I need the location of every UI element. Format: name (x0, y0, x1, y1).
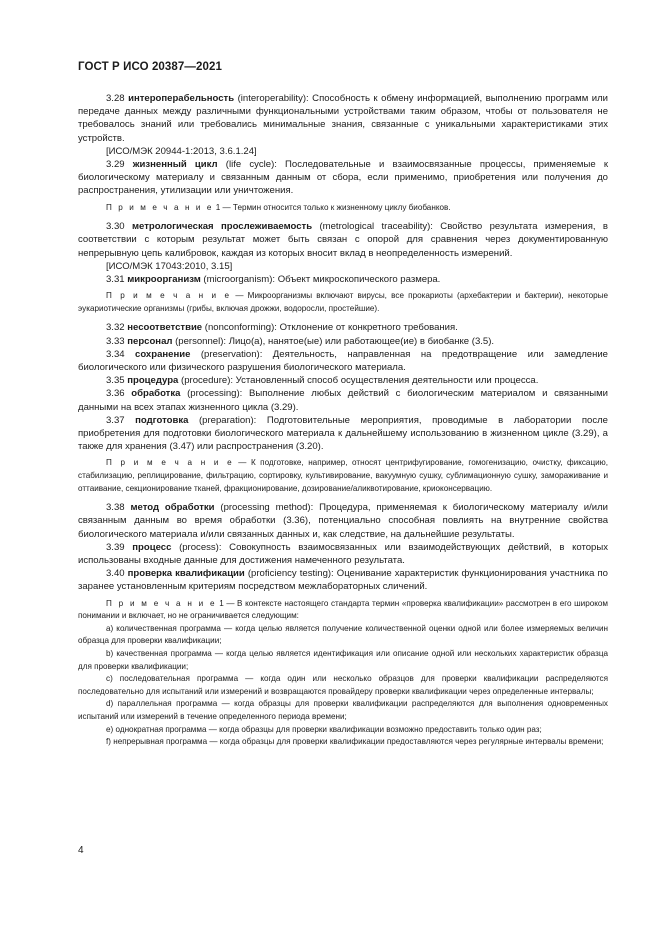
entry-term: метод обработки (130, 502, 215, 514)
entry-3-31 (78, 273, 608, 286)
note-3-29 (78, 202, 608, 215)
entry-term: несоответствие (127, 322, 203, 334)
standard-title: ГОСТ Р ИСО 20387—2021 (78, 61, 223, 73)
entry-3-28 (78, 92, 608, 145)
entry-3-29 (78, 158, 608, 198)
page-number: 4 (78, 845, 84, 856)
document-body (78, 92, 608, 749)
entry-term: процедура (127, 375, 179, 387)
entry-term: проверка квалификации (127, 568, 245, 580)
entry-term: подготовка (135, 414, 189, 426)
entry-number: 3.31 (106, 274, 125, 286)
entry-definition: (preparation): Подготовительные мероприятия, проводимые в лаборатории после приобретения для подготовки биологического материала к дальнейшему использованию в жизненном цикле (3.29), а также для хранения (3.47) или распространения (3.20). (78, 414, 608, 453)
entry-definition: (proficiency testing): Оценивание характеристик функционирования участника по заранее установленным критериям посредством межлабораторных сличений. (78, 568, 608, 593)
note-text: 1 — Термин относится только к жизненному циклу биобанков. (213, 202, 451, 212)
entry-3-34 (78, 348, 608, 374)
entry-term: сохранение (135, 348, 191, 360)
entry-3-33 (78, 335, 608, 348)
entry-number: 3.32 (106, 322, 125, 334)
entry-3-35 (78, 374, 608, 387)
note-3-37 (78, 457, 608, 495)
entry-term: процесс (132, 541, 172, 553)
note-text: — Микроорганизмы включают вирусы, все прокариоты (архебактерии и бактерии), некоторые эукариотические организмы (грибы, включая дрожжи, водоросли, простейшие). (78, 291, 608, 313)
entry-number: 3.34 (106, 348, 125, 360)
entry-source-ref: [ИСО/МЭК 17043:2010, 3.15] (106, 260, 233, 272)
note-label: П р и м е ч а н и е (106, 458, 234, 468)
entry-3-30 (78, 220, 608, 260)
note-label: П р и м е ч а н и е (106, 291, 232, 301)
note-label: П р и м е ч а н и е (106, 598, 217, 608)
entry-definition: (nonconforming): Отклонение от конкретного требования. (202, 322, 458, 334)
entry-number: 3.37 (106, 414, 125, 426)
entry-3-36 (78, 387, 608, 413)
entry-number: 3.29 (106, 159, 125, 171)
entry-term: микроорганизм (127, 274, 201, 286)
note-3-31 (78, 290, 608, 315)
entry-number: 3.40 (106, 568, 125, 580)
entry-definition: (process): Совокупность взаимосвязанных или взаимодействующих действий, в которых использованы входные данные для достижения намеченного результата. (78, 541, 609, 567)
entry-3-40 (78, 567, 608, 593)
entry-term: персонал (127, 335, 173, 347)
entry-3-37 (78, 414, 608, 454)
list-item: f) непрерывная программа — когда образцы для проверки квалификации предоставляются через регулярные интервалы времени; (106, 737, 604, 747)
note-text: 1 — В контексте настоящего стандарта термин «проверка квалификации» рассмотрен в его широком понимании и включает, но не ограничивается следующим: (78, 598, 608, 621)
list-item: b) качественная программа — когда целью является идентификация или описание одной или нескольких характеристик образца для проверки квалификации; (78, 649, 608, 671)
entry-term: интероперабельность (128, 93, 235, 104)
entry-term: обработка (131, 388, 181, 400)
entry-number: 3.36 (106, 388, 125, 400)
entry-number: 3.38 (106, 502, 125, 514)
entry-definition: (preservation): Деятельность, направленная на предотвращение или замедление биологического или физического разрушения биологического материала. (78, 348, 608, 374)
entry-3-38 (78, 501, 608, 541)
entry-definition: (life cycle): Последовательные и взаимосвязанные процессы, применяемые к биологическому материалу и связанным данным от сбора, если применимо, приобретения или получения до распространения, утилизации или уничтожения. (78, 159, 608, 197)
entry-number: 3.35 (106, 375, 125, 387)
entry-term: метрологическая прослеживаемость (131, 221, 313, 233)
entry-number: 3.30 (106, 221, 125, 233)
list-item: d) параллельная программа — когда образцы для проверки квалификации распределяются для выполнения одновременных испытаний или измерений в течение определенного периода времени; (78, 699, 608, 721)
note-text: — К подготовке, например, относят центрифугирование, гомогенизацию, очистку, фиксацию, стабилизацию, реплицирование, фильтрацию, сортировку, культивирование, вакуумную сушку, сублимационную сушку, замораживание и оттаивание, секционирование тканей, фракционирование, дозирование/аликвотирование, криоконсервацию. (78, 458, 608, 493)
list-item: a) количественная программа — когда целью является получение количественной оценки одной или более измеряемых величин образца для проверки квалификации; (78, 623, 608, 646)
entry-definition: (procedure): Установленный способ осуществления деятельности или процесса. (178, 375, 539, 387)
entry-definition: (processing method): Процедура, применяемая к биологическому материалу и/или связанным данным во время обработки (3.36), потенциально способная повлиять на внутренние свойства биологического материала и/или связанных данных и, как следствие, на дальнейшие результаты. (78, 502, 608, 540)
entry-definition: (processing): Выполнение любых действий с биологическим материалом и связанными данными на всех этапах жизненного цикла (3.29). (78, 388, 608, 413)
entry-source-ref: [ИСО/МЭК 20944-1:2013, 3.6.1.24] (106, 145, 257, 157)
entry-number: 3.28 (106, 93, 125, 104)
entry-definition: (microorganism): Объект микроскопического размера. (200, 274, 441, 286)
note-3-40 (78, 598, 608, 623)
entry-definition: (interoperability): Способность к обмену информацией, выполнению программ или передаче данных между различными функциональными устройствами таким образом, чтобы от пользователя не требовалось знаний или требовались минимальные знания, связанные с уникальными характеристиками этих устройств. (78, 93, 609, 144)
entry-number: 3.39 (106, 541, 125, 553)
entry-3-39 (78, 541, 608, 567)
entry-3-32 (78, 321, 608, 334)
entry-definition: (personnel): Лицо(а), нанятое(ые) или работающее(ие) в биобанке (3.5). (172, 335, 495, 347)
list-item: e) однократная программа — когда образцы для проверки квалификации возможно предоставить только один раз; (106, 724, 542, 734)
entry-number: 3.33 (106, 335, 125, 347)
note-label: П р и м е ч а н и е (106, 202, 214, 212)
entry-definition: (metrological traceability): Свойство результата измерения, в соответствии с которым результат может быть связан с опорой для сравнения через документированную непрерывную цепь калибровок, каждая из которых вносит вклад в неопределенность измерений. (78, 221, 609, 259)
list-item: c) последовательная программа — когда один или несколько образцов для проверки квалификации распределяются последовательно для испытаний или измерений и возвращаются провайдеру проверки квалификации через определенные интервалы; (78, 674, 608, 696)
entry-term: жизненный цикл (132, 159, 218, 171)
